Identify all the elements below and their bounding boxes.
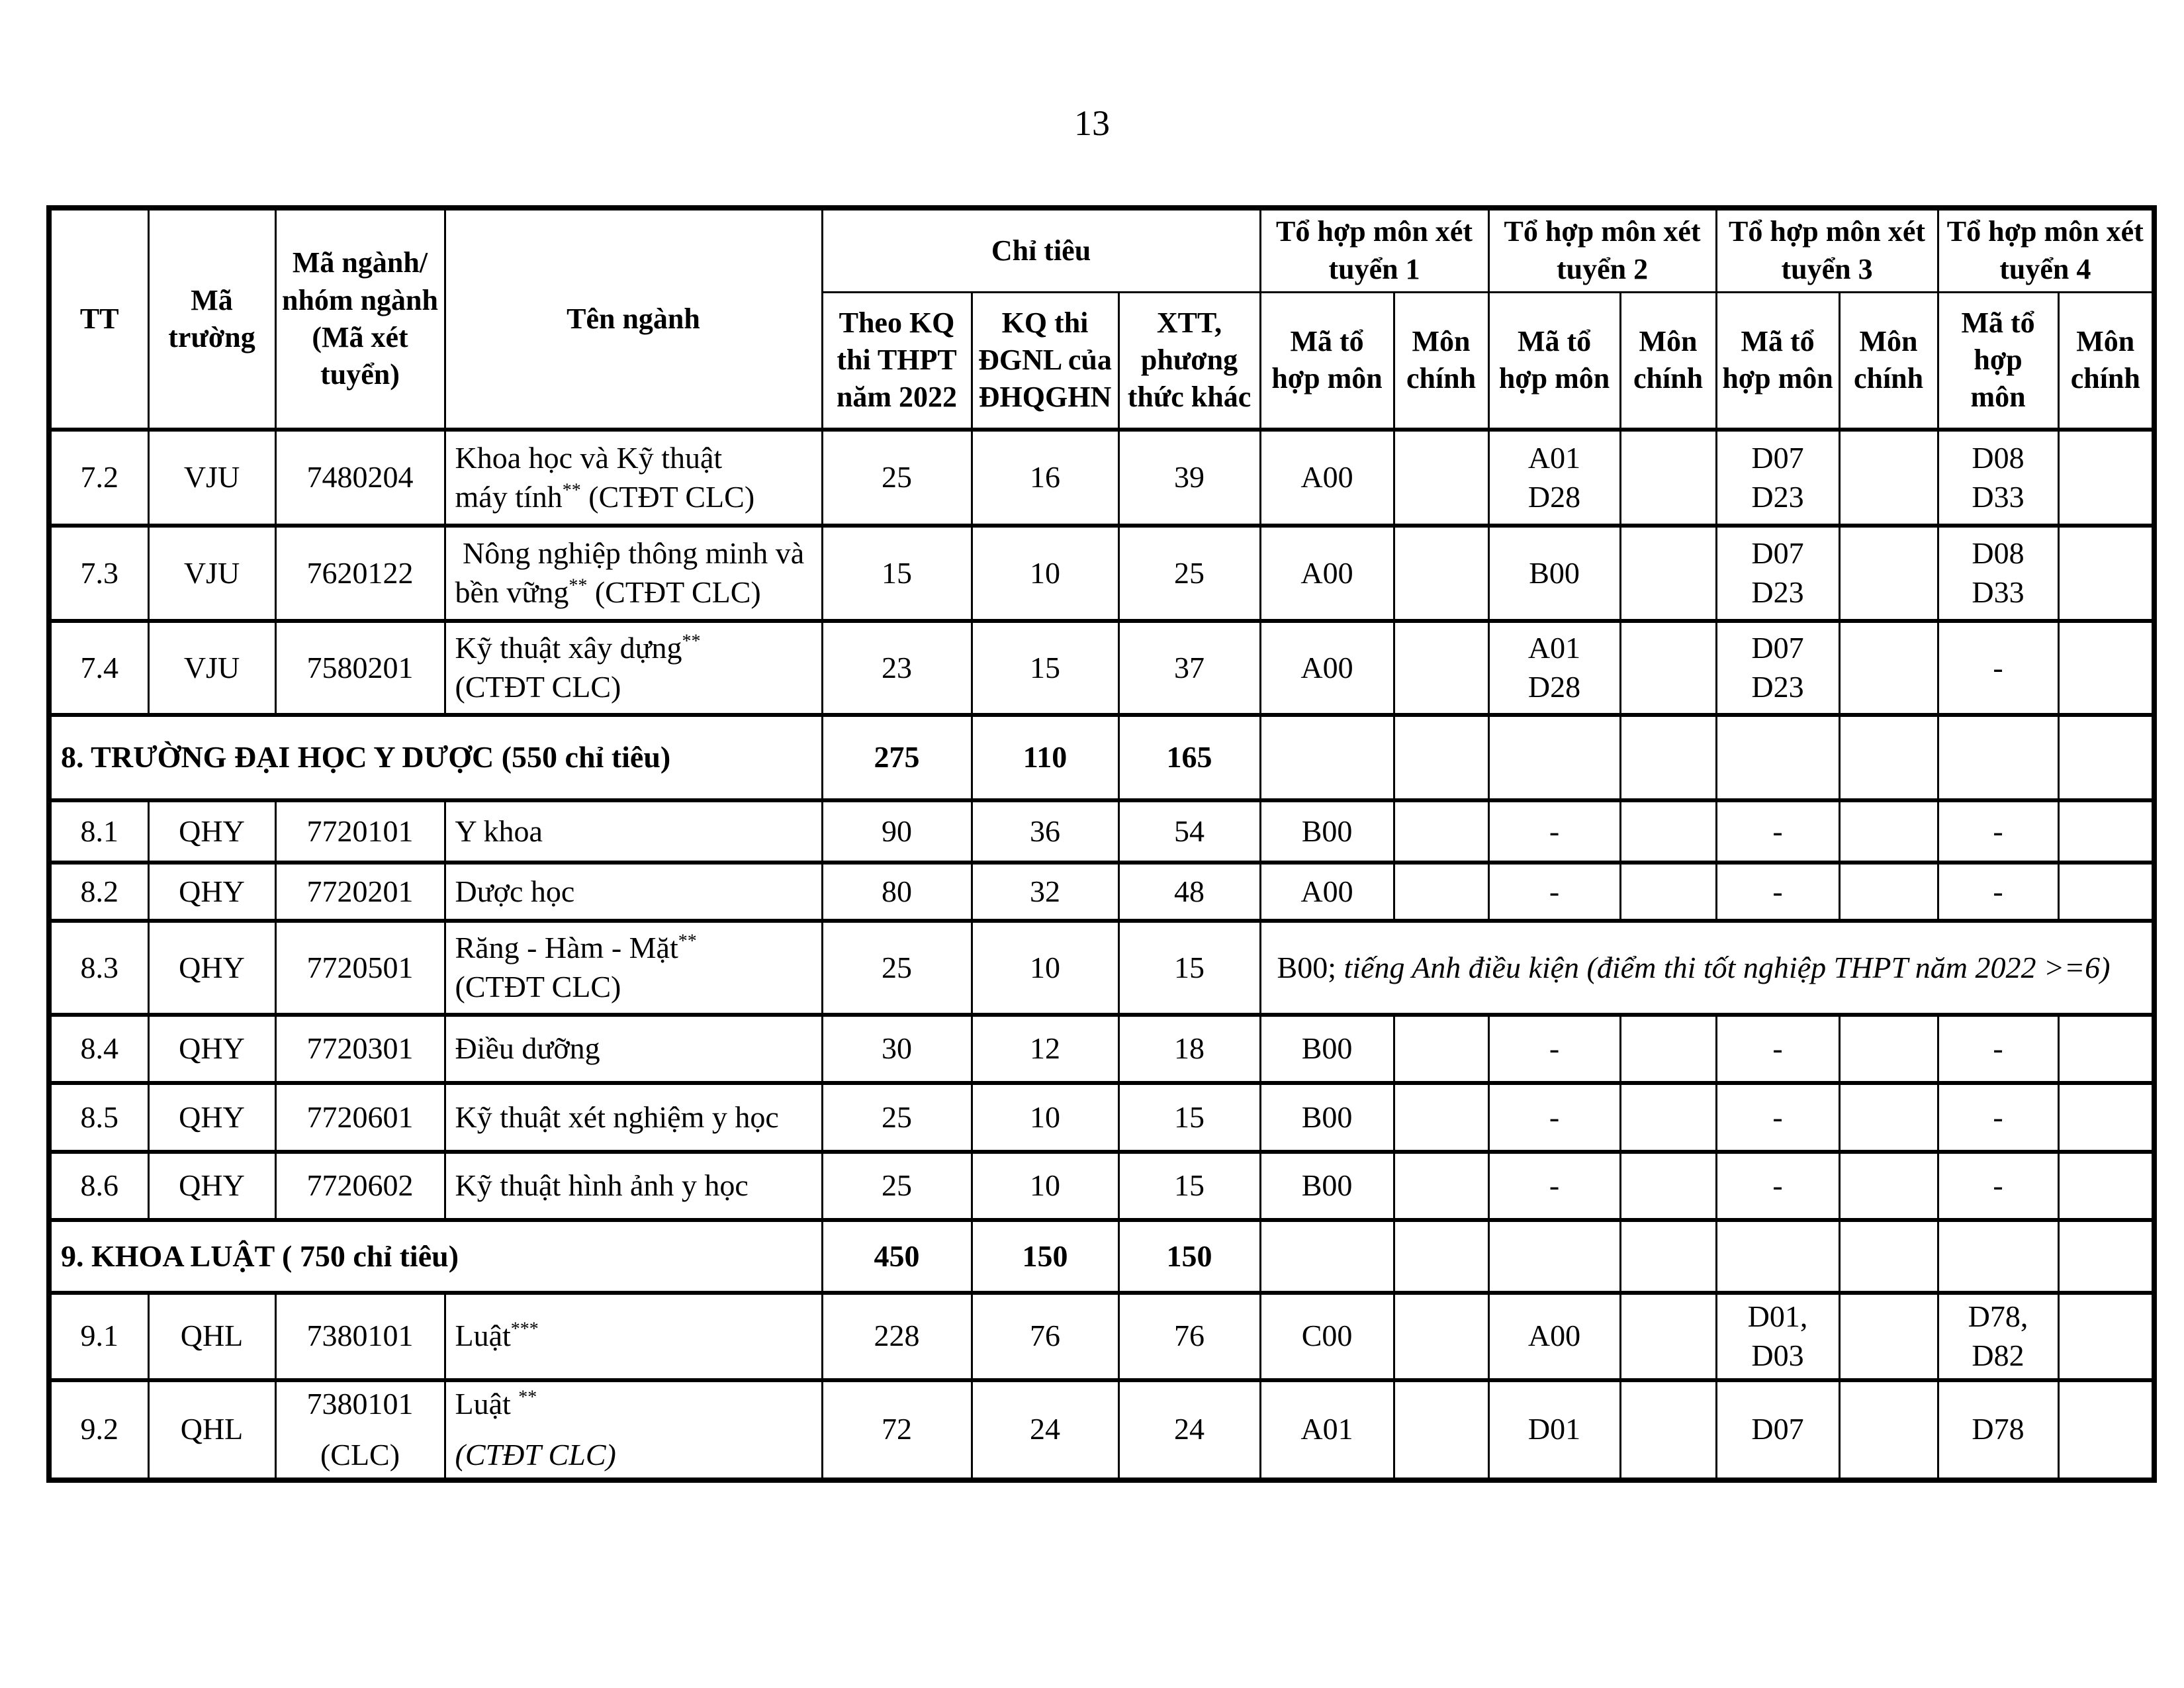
col-header-tt: TT (49, 208, 148, 430)
name-line: (CTĐT CLC) (455, 670, 621, 704)
cell-quota-thpt: 90 (822, 800, 972, 863)
cell-to-hop-3 (1716, 526, 1839, 621)
cell-quota-xtt: 18 (1118, 1015, 1260, 1083)
cell-truong: QHY (148, 1015, 275, 1083)
name-line (455, 1385, 815, 1424)
cell-to-hop-3: - (1716, 863, 1839, 921)
cell-to-hop-2 (1488, 1293, 1620, 1380)
cell-name (445, 621, 822, 715)
cell-mon-chinh-1 (1394, 863, 1488, 921)
code-line: (CLC) (320, 1437, 400, 1472)
footnote-marker: ** (569, 575, 588, 596)
cell-quota-xtt: 150 (1118, 1220, 1260, 1293)
col-header-thpt: Theo KQ thi THPT năm 2022 (822, 292, 972, 430)
cell-name (445, 1380, 822, 1480)
section-title: 9. KHOA LUẬT ( 750 chỉ tiêu) (49, 1220, 822, 1293)
cell-mon-chinh-2 (1620, 800, 1716, 863)
to-hop-line: C00 (1301, 1319, 1353, 1353)
cell-to-hop-1 (1260, 1293, 1394, 1380)
cell-to-hop-3: - (1716, 800, 1839, 863)
header-line: nhóm ngành (281, 283, 438, 316)
cell-name: Điều dưỡng (445, 1015, 822, 1083)
cell-mon-chinh-4 (2058, 526, 2154, 621)
cell-to-hop-1: B00 (1260, 1083, 1394, 1152)
cell-truong: VJU (148, 621, 275, 715)
cell-to-hop-2 (1488, 715, 1620, 800)
section-row (49, 715, 2154, 800)
cell-quota-thpt: 72 (822, 1380, 972, 1480)
table-row (49, 430, 2154, 526)
col-header-xtt: XTT, phương thức khác (1118, 292, 1260, 430)
cell-quota-thpt: 25 (822, 430, 972, 526)
note-code: B00; (1277, 950, 1344, 984)
cell-quota-dgnl: 10 (972, 1083, 1118, 1152)
table-row (49, 800, 2154, 863)
name-suffix: (CTĐT CLC) (580, 479, 755, 514)
to-hop-line: D07 (1751, 440, 1804, 475)
cell-mon-chinh-4 (2058, 863, 2154, 921)
cell-to-hop-4: - (1938, 863, 2058, 921)
to-hop-line: A01 (1527, 440, 1581, 475)
col-header-to-hop-3: Tổ hợp môn xét tuyển 3 (1716, 208, 1938, 292)
to-hop-line: D03 (1751, 1338, 1804, 1372)
table-row (49, 526, 2154, 621)
cell-mon-chinh-4 (2058, 1083, 2154, 1152)
cell-mon-chinh-2 (1620, 863, 1716, 921)
cell-to-hop-4 (1938, 621, 2058, 715)
cell-tt: 7.2 (49, 430, 148, 526)
cell-code: 7720501 (275, 921, 445, 1015)
footnote-marker: ** (518, 1387, 537, 1408)
cell-to-hop-1: A01 (1260, 1380, 1394, 1480)
cell-mon-chinh-3 (1839, 1220, 1938, 1293)
cell-quota-xtt: 37 (1118, 621, 1260, 715)
cell-to-hop-4 (1938, 430, 2058, 526)
cell-mon-chinh-1 (1394, 526, 1488, 621)
header-line: (Mã xét tuyển) (312, 321, 408, 391)
cell-to-hop-3: D07 (1716, 1380, 1839, 1480)
cell-code: 7720601 (275, 1083, 445, 1152)
cell-to-hop-2: D01 (1488, 1380, 1620, 1480)
cell-mon-chinh-2 (1620, 715, 1716, 800)
cell-mon-chinh-2 (1620, 1293, 1716, 1380)
cell-mon-chinh-4 (2058, 715, 2154, 800)
cell-to-hop-1: B00 (1260, 1152, 1394, 1220)
cell-tt: 9.2 (49, 1380, 148, 1480)
page-number: 13 (1074, 103, 1110, 143)
cell-truong: VJU (148, 430, 275, 526)
cell-tt: 8.2 (49, 863, 148, 921)
cell-to-hop-1 (1260, 715, 1394, 800)
table-row (49, 1380, 2154, 1480)
name-line: Nông nghiệp thông minh và (455, 536, 805, 571)
cell-mon-chinh-2 (1620, 1220, 1716, 1293)
cell-mon-chinh-4 (2058, 1380, 2154, 1480)
to-hop-line: D28 (1527, 479, 1581, 514)
cell-mon-chinh-3 (1839, 430, 1938, 526)
cell-mon-chinh-3 (1839, 1380, 1938, 1480)
cell-to-hop-2 (1488, 1220, 1620, 1293)
cell-mon-chinh-3 (1839, 621, 1938, 715)
to-hop-line: D82 (1972, 1338, 2025, 1372)
cell-mon-chinh-1 (1394, 1380, 1488, 1480)
to-hop-line: A00 (1527, 1319, 1581, 1353)
cell-mon-chinh-3 (1839, 1083, 1938, 1152)
to-hop-line: A01 (1527, 631, 1581, 665)
cell-to-hop-4 (1938, 526, 2058, 621)
to-hop-line: A00 (1300, 460, 1353, 494)
cell-mon-chinh-4 (2058, 1152, 2154, 1220)
to-hop-line: D23 (1751, 479, 1804, 514)
cell-to-hop-2: - (1488, 863, 1620, 921)
cell-mon-chinh-3 (1839, 1152, 1938, 1220)
cell-mon-chinh-2 (1620, 430, 1716, 526)
footnote-marker: *** (510, 1319, 539, 1340)
name-text: bền vững (455, 575, 569, 609)
cell-to-hop-3 (1716, 715, 1839, 800)
cell-to-hop-1: B00 (1260, 1015, 1394, 1083)
cell-name: Dược học (445, 863, 822, 921)
to-hop-line: D23 (1751, 575, 1804, 609)
cell-mon-chinh-4 (2058, 1293, 2154, 1380)
cell-to-hop-4: D78 (1938, 1380, 2058, 1480)
cell-mon-chinh-1 (1394, 1152, 1488, 1220)
cell-code: 7720201 (275, 863, 445, 921)
cell-tt: 8.5 (49, 1083, 148, 1152)
cell-quota-dgnl: 10 (972, 526, 1118, 621)
cell-mon-chinh-4 (2058, 430, 2154, 526)
name-text: máy tính (455, 479, 563, 514)
cell-quota-dgnl: 76 (972, 1293, 1118, 1380)
cell-name (445, 1293, 822, 1380)
cell-tt: 7.3 (49, 526, 148, 621)
col-header-ma-to-hop-4: Mã tổ hợp môn (1938, 292, 2058, 430)
cell-name (445, 921, 822, 1015)
cell-code: 7580201 (275, 621, 445, 715)
table-row (49, 1293, 2154, 1380)
cell-quota-dgnl: 10 (972, 1152, 1118, 1220)
cell-truong: QHY (148, 1152, 275, 1220)
cell-code (275, 1380, 445, 1480)
col-header-ten-nganh: Tên ngành (445, 208, 822, 430)
cell-quota-dgnl: 12 (972, 1015, 1118, 1083)
cell-quota-thpt: 23 (822, 621, 972, 715)
to-hop-line: D07 (1751, 536, 1804, 571)
cell-quota-thpt: 15 (822, 526, 972, 621)
col-header-to-hop-4: Tổ hợp môn xét tuyển 4 (1938, 208, 2154, 292)
to-hop-line: D28 (1527, 670, 1581, 704)
cell-quota-xtt: 15 (1118, 1083, 1260, 1152)
to-hop-line: D33 (1972, 479, 2025, 514)
col-header-mon-chinh-4: Môn chính (2058, 292, 2154, 430)
to-hop-line: D07 (1751, 631, 1804, 665)
cell-quota-xtt: 54 (1118, 800, 1260, 863)
table-row (49, 1083, 2154, 1152)
cell-to-hop-4: - (1938, 1083, 2058, 1152)
cell-name: Y khoa (445, 800, 822, 863)
table-row (49, 621, 2154, 715)
cell-mon-chinh-1 (1394, 430, 1488, 526)
cell-quota-thpt: 228 (822, 1293, 972, 1380)
cell-to-hop-1: B00 (1260, 800, 1394, 863)
cell-mon-chinh-2 (1620, 1152, 1716, 1220)
cell-truong: VJU (148, 526, 275, 621)
cell-mon-chinh-3 (1839, 800, 1938, 863)
cell-to-hop-1 (1260, 526, 1394, 621)
to-hop-line: - (1993, 650, 2003, 684)
cell-to-hop-3: - (1716, 1015, 1839, 1083)
cell-mon-chinh-3 (1839, 715, 1938, 800)
cell-truong: QHY (148, 1083, 275, 1152)
note-condition: tiếng Anh điều kiện (điểm thi tốt nghiệp THPT năm 2022 >=6) (1343, 950, 2111, 984)
cell-quota-xtt: 25 (1118, 526, 1260, 621)
col-header-mon-chinh-2: Môn chính (1620, 292, 1716, 430)
cell-to-hop-2: - (1488, 800, 1620, 863)
cell-to-hop-3: - (1716, 1083, 1839, 1152)
col-header-mon-chinh-3: Môn chính (1839, 292, 1938, 430)
cell-mon-chinh-2 (1620, 1015, 1716, 1083)
name-line (455, 573, 815, 612)
cell-tt: 8.3 (49, 921, 148, 1015)
table-row (49, 863, 2154, 921)
cell-code: 7480204 (275, 430, 445, 526)
name-line (455, 629, 815, 668)
cell-truong: QHY (148, 921, 275, 1015)
cell-mon-chinh-4 (2058, 1220, 2154, 1293)
cell-mon-chinh-2 (1620, 621, 1716, 715)
cell-to-hop-4: - (1938, 1152, 2058, 1220)
cell-quota-dgnl: 24 (972, 1380, 1118, 1480)
code-line: 7380101 (306, 1386, 414, 1421)
cell-quota-dgnl: 36 (972, 800, 1118, 863)
name-suffix: (CTĐT CLC) (587, 575, 761, 609)
cell-quota-dgnl: 110 (972, 715, 1118, 800)
cell-truong: QHY (148, 863, 275, 921)
col-header-ma-to-hop-2: Mã tổ hợp môn (1488, 292, 1620, 430)
name-line: (CTĐT CLC) (455, 1437, 616, 1472)
cell-name: Kỹ thuật xét nghiệm y học (445, 1083, 822, 1152)
to-hop-line: B00 (1529, 555, 1580, 590)
cell-mon-chinh-3 (1839, 1293, 1938, 1380)
cell-name (445, 430, 822, 526)
to-hop-line: D33 (1972, 575, 2025, 609)
cell-quota-xtt: 15 (1118, 921, 1260, 1015)
header-row-groups (49, 208, 2154, 292)
cell-tt: 8.4 (49, 1015, 148, 1083)
name-text: Luật (455, 1319, 511, 1353)
cell-to-hop-3 (1716, 430, 1839, 526)
col-header-ma-to-hop-1: Mã tổ hợp môn (1260, 292, 1394, 430)
cell-to-hop-1 (1260, 621, 1394, 715)
table-row (49, 1152, 2154, 1220)
cell-mon-chinh-2 (1620, 1083, 1716, 1152)
name-line (455, 929, 815, 968)
cell-to-hop-4: - (1938, 1015, 2058, 1083)
cell-tt: 9.1 (49, 1293, 148, 1380)
cell-quota-thpt: 30 (822, 1015, 972, 1083)
cell-quota-xtt: 15 (1118, 1152, 1260, 1220)
table-row (49, 1015, 2154, 1083)
cell-quota-xtt: 165 (1118, 715, 1260, 800)
cell-to-hop-4 (1938, 1293, 2058, 1380)
col-header-to-hop-1: Tổ hợp môn xét tuyển 1 (1260, 208, 1488, 292)
name-text: Kỹ thuật xây dựng (455, 631, 682, 665)
cell-to-hop-4: - (1938, 800, 2058, 863)
cell-mon-chinh-3 (1839, 1015, 1938, 1083)
cell-quota-thpt: 25 (822, 921, 972, 1015)
cell-to-hop-3 (1716, 1220, 1839, 1293)
col-header-ma-truong: Mã trường (148, 208, 275, 430)
col-header-to-hop-2: Tổ hợp môn xét tuyển 2 (1488, 208, 1716, 292)
cell-condition-note (1260, 921, 2154, 1015)
cell-mon-chinh-1 (1394, 1220, 1488, 1293)
cell-mon-chinh-4 (2058, 800, 2154, 863)
cell-code: 7720101 (275, 800, 445, 863)
cell-mon-chinh-3 (1839, 863, 1938, 921)
cell-quota-thpt: 25 (822, 1083, 972, 1152)
name-line (455, 478, 815, 517)
cell-mon-chinh-2 (1620, 1380, 1716, 1480)
name-text: Luật (455, 1386, 519, 1421)
cell-mon-chinh-1 (1394, 800, 1488, 863)
name-line: (CTĐT CLC) (455, 970, 621, 1004)
cell-quota-dgnl: 10 (972, 921, 1118, 1015)
col-header-chi-tieu: Chỉ tiêu (822, 208, 1260, 292)
name-line: Khoa học và Kỹ thuật (455, 440, 723, 475)
cell-to-hop-2 (1488, 430, 1620, 526)
cell-truong: QHY (148, 800, 275, 863)
admissions-quota-table (46, 205, 2157, 1483)
to-hop-line: D78, (1968, 1299, 2028, 1333)
cell-quota-thpt: 25 (822, 1152, 972, 1220)
cell-mon-chinh-4 (2058, 621, 2154, 715)
cell-mon-chinh-2 (1620, 526, 1716, 621)
col-header-ma-to-hop-3: Mã tổ hợp môn (1716, 292, 1839, 430)
cell-mon-chinh-1 (1394, 715, 1488, 800)
cell-to-hop-2: - (1488, 1152, 1620, 1220)
cell-quota-xtt: 39 (1118, 430, 1260, 526)
cell-to-hop-2 (1488, 621, 1620, 715)
cell-tt: 8.6 (49, 1152, 148, 1220)
cell-mon-chinh-3 (1839, 526, 1938, 621)
to-hop-line: D01, (1747, 1299, 1808, 1333)
cell-quota-xtt: 48 (1118, 863, 1260, 921)
cell-mon-chinh-4 (2058, 1015, 2154, 1083)
cell-tt: 7.4 (49, 621, 148, 715)
footnote-marker: ** (682, 631, 701, 652)
cell-quota-xtt: 24 (1118, 1380, 1260, 1480)
cell-name: Kỹ thuật hình ảnh y học (445, 1152, 822, 1220)
cell-code: 7720301 (275, 1015, 445, 1083)
cell-to-hop-3 (1716, 1293, 1839, 1380)
section-row (49, 1220, 2154, 1293)
cell-truong: QHL (148, 1380, 275, 1480)
to-hop-line: D08 (1972, 536, 2025, 571)
table-row (49, 921, 2154, 1015)
cell-mon-chinh-1 (1394, 1293, 1488, 1380)
to-hop-line: D08 (1972, 440, 2025, 475)
cell-code: 7620122 (275, 526, 445, 621)
cell-name (445, 526, 822, 621)
name-text: Răng - Hàm - Mặt (455, 931, 678, 965)
cell-mon-chinh-1 (1394, 1083, 1488, 1152)
cell-to-hop-3 (1716, 621, 1839, 715)
to-hop-line: A00 (1300, 555, 1353, 590)
col-header-mon-chinh-1: Môn chính (1394, 292, 1488, 430)
footnote-marker: ** (678, 931, 697, 952)
cell-quota-dgnl: 15 (972, 621, 1118, 715)
footnote-marker: ** (562, 480, 581, 501)
header-line: Mã ngành/ (292, 246, 428, 279)
cell-quota-dgnl: 32 (972, 863, 1118, 921)
cell-quota-thpt: 80 (822, 863, 972, 921)
cell-to-hop-2: - (1488, 1083, 1620, 1152)
cell-quota-dgnl: 150 (972, 1220, 1118, 1293)
cell-quota-xtt: 76 (1118, 1293, 1260, 1380)
section-title: 8. TRƯỜNG ĐẠI HỌC Y DƯỢC (550 chỉ tiêu) (49, 715, 822, 800)
cell-code: 7720602 (275, 1152, 445, 1220)
cell-truong: QHL (148, 1293, 275, 1380)
cell-to-hop-1 (1260, 1220, 1394, 1293)
cell-mon-chinh-1 (1394, 1015, 1488, 1083)
cell-to-hop-4 (1938, 715, 2058, 800)
cell-to-hop-1 (1260, 430, 1394, 526)
cell-to-hop-4 (1938, 1220, 2058, 1293)
cell-to-hop-1: A00 (1260, 863, 1394, 921)
cell-code: 7380101 (275, 1293, 445, 1380)
cell-mon-chinh-1 (1394, 621, 1488, 715)
cell-quota-dgnl: 16 (972, 430, 1118, 526)
cell-to-hop-2 (1488, 526, 1620, 621)
cell-quota-thpt: 450 (822, 1220, 972, 1293)
col-header-ma-nganh (275, 208, 445, 430)
cell-tt: 8.1 (49, 800, 148, 863)
to-hop-line: A00 (1300, 650, 1353, 684)
cell-to-hop-2: - (1488, 1015, 1620, 1083)
cell-quota-thpt: 275 (822, 715, 972, 800)
col-header-dgnl: KQ thi ĐGNL của ĐHQGHN (972, 292, 1118, 430)
to-hop-line: D23 (1751, 670, 1804, 704)
cell-to-hop-3: - (1716, 1152, 1839, 1220)
